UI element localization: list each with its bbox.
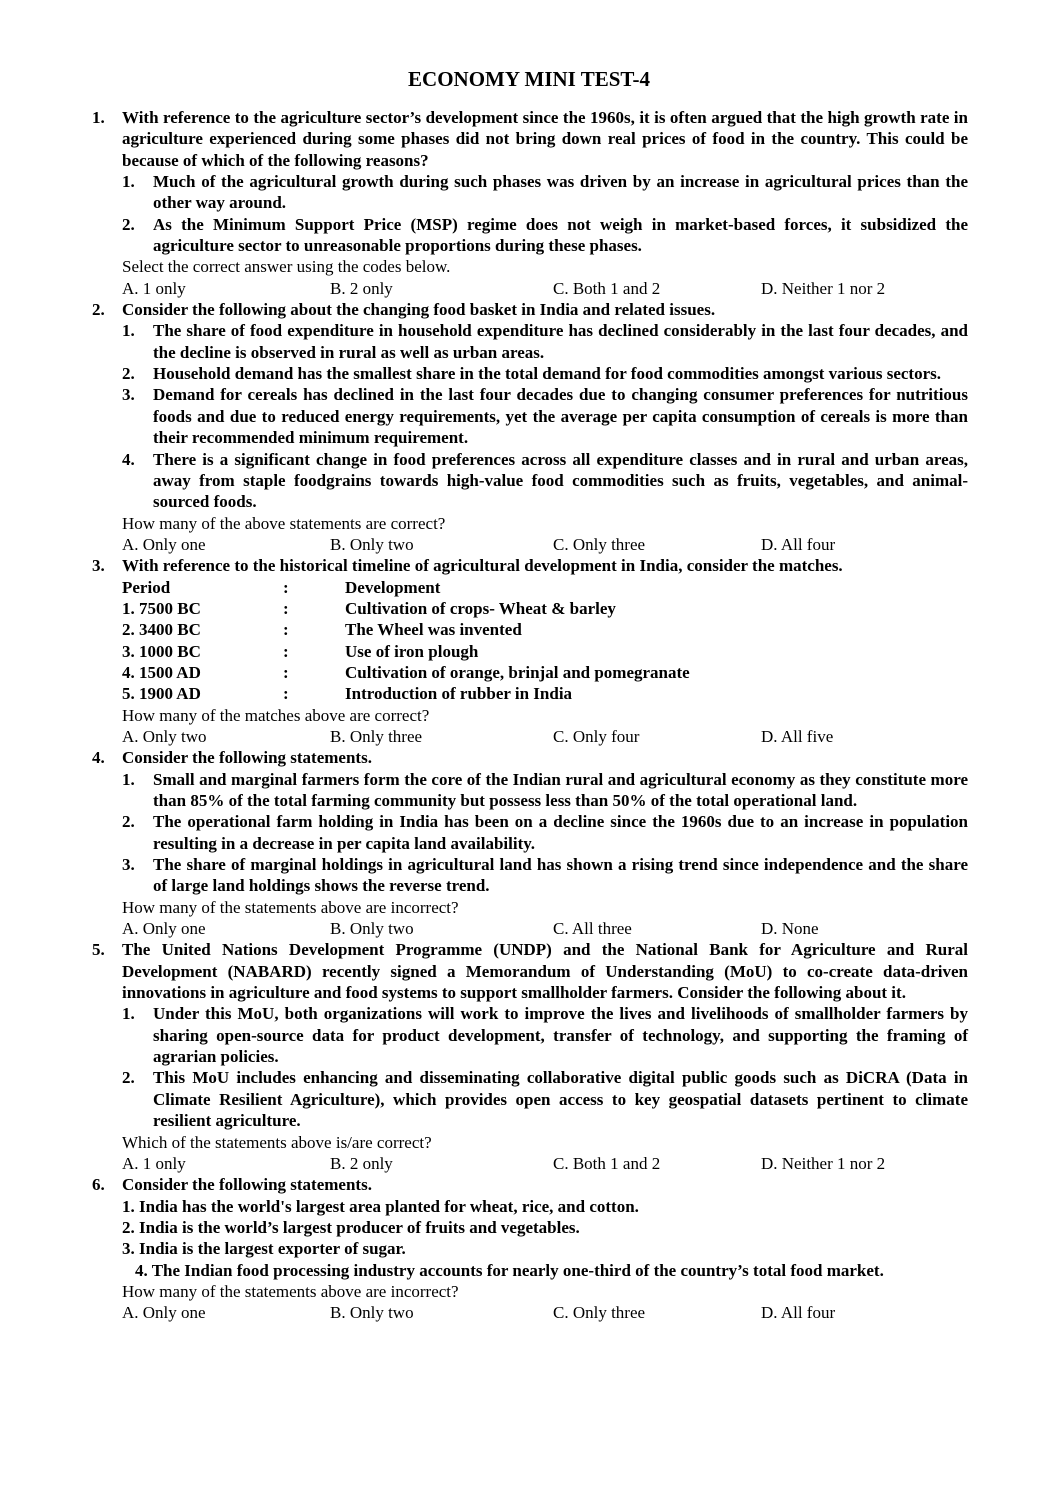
statement-text: The operational farm holding in India has been on a decline since the 1960s due to an increase in population resulting in a decrease in per capita land availability.	[153, 812, 968, 853]
statement-number: 3.	[122, 855, 135, 875]
statement-text: Small and marginal farmers form the core of the Indian rural and agricultural economy as they constitute more than 85% of the total farming community but possess less than 50% of the total operational land.	[153, 769, 968, 810]
statement	[122, 769, 968, 812]
table-header	[122, 577, 968, 598]
option-c: C. Only three	[553, 1303, 646, 1323]
option-a: A. 1 only	[122, 278, 186, 298]
development-cell: Introduction of rubber in India	[345, 684, 573, 704]
question-prompt: How many of the matches above are correct?	[122, 705, 430, 725]
option-a: A. Only one	[122, 534, 206, 554]
separator-cell: :	[283, 684, 289, 704]
statement-number: 4.	[122, 449, 135, 469]
statement-number: 1.	[122, 1004, 135, 1024]
statement	[122, 811, 968, 854]
statement-text: India is the largest exporter of sugar.	[139, 1239, 406, 1259]
separator-cell: :	[283, 662, 289, 682]
option-b: B. Only two	[330, 534, 414, 554]
statement-text: Demand for cereals has declined in the last four decades due to changing consumer preferences for nutritious foods and due to reduced energy requirements, yet the average per capita consumption of cereals is more than their recommended minimum requirement.	[153, 385, 968, 448]
option-b: B. Only three	[330, 726, 423, 746]
statement	[122, 1003, 968, 1067]
question-number: 3.	[92, 556, 105, 576]
separator-cell: :	[283, 598, 289, 618]
question-prompt: Which of the statements above is/are correct?	[122, 1132, 432, 1152]
question-stem: Consider the following statements.	[122, 1175, 372, 1195]
answer-options	[122, 918, 968, 939]
statement-number: 2.	[122, 1068, 135, 1088]
option-c: C. All three	[553, 919, 632, 939]
statement	[122, 1067, 968, 1131]
period-cell: 5. 1900 AD	[122, 684, 201, 704]
option-d: D. All five	[761, 726, 834, 746]
option-b: B. Only two	[330, 1303, 414, 1323]
table-row	[122, 641, 968, 662]
period-cell: Period	[122, 577, 171, 597]
question-number: 5.	[92, 940, 105, 960]
statement	[122, 171, 968, 214]
option-a: A. Only one	[122, 1303, 206, 1323]
statement-number: 1.	[122, 1196, 135, 1216]
question-3	[92, 555, 968, 747]
option-d: D. None	[761, 919, 819, 939]
question-stem: The United Nations Development Programme (UNDP) and the National Bank for Agriculture and Rural Development (NABARD) recently signed a Memorandum of Understanding (MoU) to co-create data-driven innovations in agriculture and food systems to support smallholder farmers. Consider the following about it.	[122, 940, 968, 1003]
option-d: D. All four	[761, 1303, 836, 1323]
statement-number: 2.	[122, 812, 135, 832]
question-prompt: Select the correct answer using the codes below.	[122, 257, 451, 277]
option-a: A. 1 only	[122, 1153, 186, 1173]
statement-text: There is a significant change in food preferences across all expenditure classes and in rural and urban areas, away from staple foodgrains towards high-value food commodities such as fruits, vegetables, and animal-sourced foods.	[153, 449, 968, 512]
statement	[122, 1217, 968, 1238]
option-c: C. Only four	[553, 726, 640, 746]
statement	[122, 1238, 968, 1259]
question-4	[92, 747, 968, 939]
separator-cell: :	[283, 620, 289, 640]
statement	[135, 1260, 968, 1281]
statement-number: 4.	[135, 1260, 148, 1280]
period-cell: 3. 1000 BC	[122, 641, 201, 661]
option-b: B. 2 only	[330, 1153, 393, 1173]
option-c: C. Only three	[553, 534, 646, 554]
statement	[122, 449, 968, 513]
statement-text: The Indian food processing industry accounts for nearly one-third of the country’s total food market.	[151, 1260, 884, 1280]
development-cell: Use of iron plough	[345, 641, 479, 661]
statement-text: This MoU includes enhancing and disseminating collaborative digital public goods such as DiCRA (Data in Climate Resilient Agriculture), which provides open access to key geospatial datasets pertinent to climate resilient agriculture.	[153, 1068, 968, 1131]
statement-text: Much of the agricultural growth during such phases was driven by an increase in agricultural prices than the other way around.	[153, 172, 968, 213]
statement	[122, 854, 968, 897]
table-row	[122, 683, 968, 704]
statement	[122, 1196, 968, 1217]
option-a: A. Only one	[122, 919, 206, 939]
question-stem: With reference to the agriculture sector’s development since the 1960s, it is often argued that the high growth rate in agriculture experienced during some phases did not bring down real prices of food in the country. This could be because of which of the following reasons?	[122, 108, 968, 170]
answer-options	[122, 534, 968, 555]
answer-options	[122, 1302, 968, 1323]
question-number: 6.	[92, 1175, 105, 1195]
separator-cell: :	[283, 641, 289, 661]
page-title: ECONOMY MINI TEST-4	[408, 67, 650, 91]
statement-text: As the Minimum Support Price (MSP) regime does not weigh in market-based forces, it subsidized the agriculture sector to unreasonable proportions during these phases.	[153, 214, 968, 256]
statement-number: 3.	[122, 385, 135, 405]
development-cell: The Wheel was invented	[345, 620, 522, 640]
development-cell: Development	[345, 577, 441, 597]
question-1	[92, 107, 968, 299]
question-5	[92, 939, 968, 1174]
statement-number: 3.	[122, 1239, 135, 1259]
question-number: 2.	[92, 300, 105, 320]
answer-options	[122, 278, 968, 299]
statement-text: The share of marginal holdings in agricultural land has shown a rising trend since independence and the share of large land holdings shows the reverse trend.	[153, 855, 968, 896]
option-d: D. Neither 1 nor 2	[761, 278, 886, 298]
statement-text: India is the world’s largest producer of fruits and vegetables.	[139, 1217, 580, 1237]
statement-number: 1.	[122, 769, 135, 789]
option-d: D. All four	[761, 534, 836, 554]
answer-options	[122, 1153, 968, 1174]
table-row	[122, 619, 968, 640]
statement-text: The share of food expenditure in household expenditure has declined considerably in the last four decades, and the decline is observed in rural as well as urban areas.	[153, 321, 968, 362]
question-prompt: How many of the statements above are incorrect?	[122, 1281, 459, 1301]
development-cell: Cultivation of crops- Wheat & barley	[345, 598, 616, 618]
statement-text: Under this MoU, both organizations will work to improve the lives and livelihoods of smallholder farmers by sharing open-source data for product development, transfer of technology, and supporting the framing of agrarian policies.	[153, 1004, 968, 1067]
period-cell: 4. 1500 AD	[122, 662, 201, 682]
statement-text: Household demand has the smallest share in the total demand for food commodities amongst various sectors.	[153, 364, 941, 384]
option-d: D. Neither 1 nor 2	[761, 1153, 886, 1173]
statement	[122, 384, 968, 448]
question-stem: Consider the following about the changing food basket in India and related issues.	[122, 300, 716, 320]
statement-number: 2.	[122, 214, 135, 234]
option-b: B. 2 only	[330, 278, 393, 298]
option-c: C. Both 1 and 2	[553, 1153, 661, 1173]
option-b: B. Only two	[330, 919, 414, 939]
table-row	[122, 662, 968, 683]
statement-number: 2.	[122, 364, 135, 384]
statement-number: 2.	[122, 1217, 135, 1237]
question-number: 4.	[92, 748, 105, 768]
development-cell: Cultivation of orange, brinjal and pomegranate	[345, 662, 690, 682]
statement-number: 1.	[122, 172, 135, 192]
statement	[122, 320, 968, 363]
option-c: C. Both 1 and 2	[553, 278, 661, 298]
separator-cell: :	[283, 577, 289, 597]
option-a: A. Only two	[122, 726, 207, 746]
question-stem: With reference to the historical timeline of agricultural development in India, consider the matches.	[122, 556, 843, 576]
statement	[122, 363, 968, 384]
period-cell: 1. 7500 BC	[122, 598, 201, 618]
statement-text: India has the world's largest area planted for wheat, rice, and cotton.	[139, 1196, 639, 1216]
question-6	[92, 1174, 968, 1323]
question-prompt: How many of the statements above are incorrect?	[122, 897, 459, 917]
question-number: 1.	[92, 108, 105, 127]
statement-number: 1.	[122, 321, 135, 341]
answer-options	[122, 726, 968, 747]
question-prompt: How many of the above statements are correct?	[122, 513, 446, 533]
table-row	[122, 598, 968, 619]
period-cell: 2. 3400 BC	[122, 620, 201, 640]
question-2	[92, 299, 968, 555]
question-stem: Consider the following statements.	[122, 748, 372, 768]
question-list	[92, 107, 968, 1324]
statement	[122, 214, 968, 257]
